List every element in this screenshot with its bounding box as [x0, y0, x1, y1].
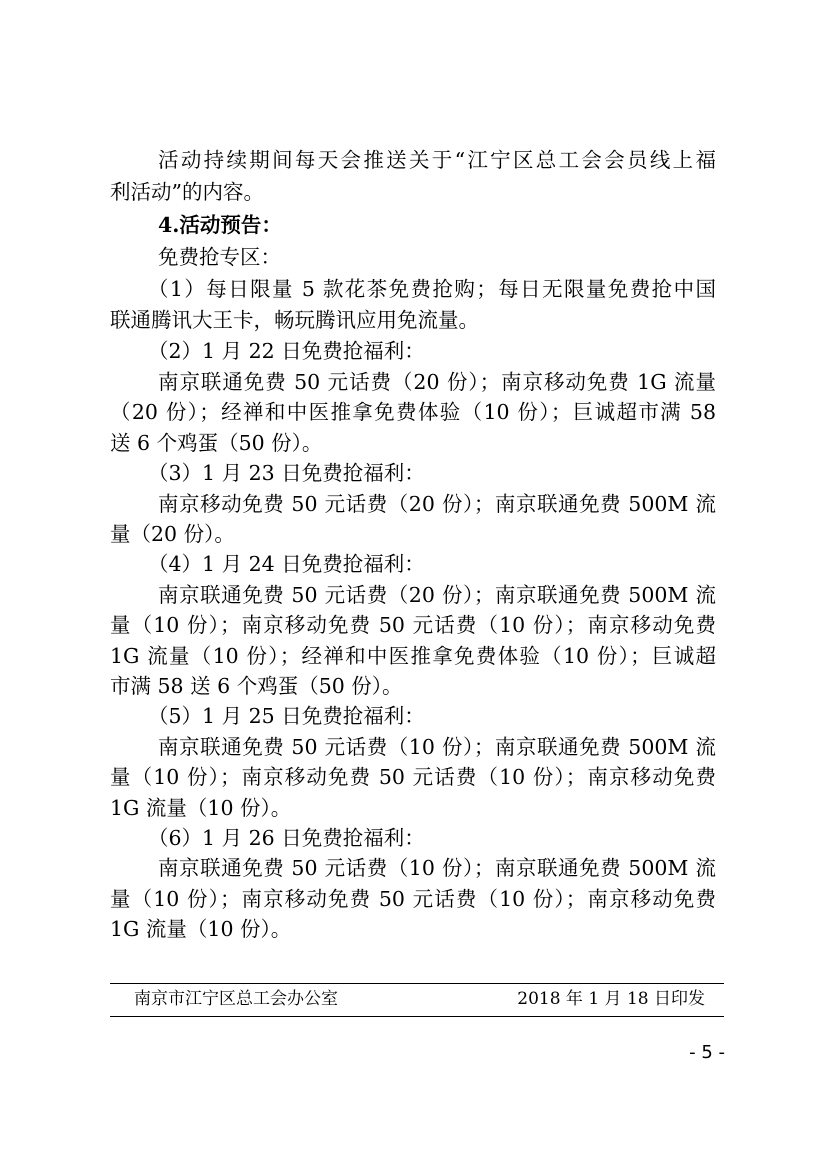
date-heading: （4）1 月 24 日免费抢福利：	[148, 552, 425, 576]
subsection-heading: 免费抢专区：	[158, 245, 281, 269]
paragraph-line: 1G 流量（10 份）；经禅和中医推拿免费体验（10 份）；巨诚超	[110, 644, 716, 668]
paragraph-line: 1G 流量（10 份）。	[110, 796, 292, 820]
paragraph-line: 量（20 份）。	[110, 522, 235, 546]
paragraph-line: 利活动”的内容。	[110, 180, 264, 204]
paragraph-line: （1）每日限量 5 款花茶免费抢购；每日无限量免费抢中国	[148, 277, 716, 301]
paragraph-line: 联通腾讯大王卡，畅玩腾讯应用免流量。	[110, 308, 479, 332]
footer-bottom-rule	[110, 1016, 724, 1017]
paragraph-line: 送 6 个鸡蛋（50 份）。	[110, 431, 323, 455]
paragraph-line: 南京联通免费 50 元话费（20 份）；南京联通免费 500M 流	[158, 583, 716, 607]
paragraph-line: 活动持续期间每天会推送关于“江宁区总工会会员线上福	[158, 148, 716, 172]
footer-print-date: 2018 年 1 月 18 日印发	[517, 989, 705, 1009]
date-heading: （2）1 月 22 日免费抢福利：	[148, 339, 425, 363]
paragraph-line: 南京联通免费 50 元话费（10 份）；南京联通免费 500M 流	[158, 735, 716, 759]
footer-organization: 南京市江宁区总工会办公室	[134, 989, 338, 1009]
paragraph-line: 量（10 份）；南京移动免费 50 元话费（10 份）；南京移动免费	[110, 887, 716, 911]
date-heading: （6）1 月 26 日免费抢福利：	[148, 826, 425, 850]
section-heading: 4.活动预告：	[158, 213, 282, 237]
paragraph-line: 南京联通免费 50 元话费（10 份）；南京联通免费 500M 流	[158, 856, 716, 880]
date-heading: （3）1 月 23 日免费抢福利：	[148, 461, 425, 485]
date-heading: （5）1 月 25 日免费抢福利：	[148, 704, 425, 728]
paragraph-line: 市满 58 送 6 个鸡蛋（50 份）。	[110, 674, 403, 698]
paragraph-line: 量（10 份）；南京移动免费 50 元话费（10 份）；南京移动免费	[110, 765, 716, 789]
paragraph-line: 南京联通免费 50 元话费（20 份）；南京移动免费 1G 流量	[158, 370, 716, 394]
page-number: - 5 -	[689, 1042, 725, 1063]
paragraph-line: 1G 流量（10 份）。	[110, 917, 292, 941]
paragraph-line: （20 份）；经禅和中医推拿免费体验（10 份）；巨诚超市满 58	[110, 400, 716, 424]
paragraph-line: 南京移动免费 50 元话费（20 份）；南京联通免费 500M 流	[158, 492, 716, 516]
paragraph-line: 量（10 份）；南京移动免费 50 元话费（10 份）；南京移动免费	[110, 613, 716, 637]
footer-top-rule	[110, 983, 724, 984]
